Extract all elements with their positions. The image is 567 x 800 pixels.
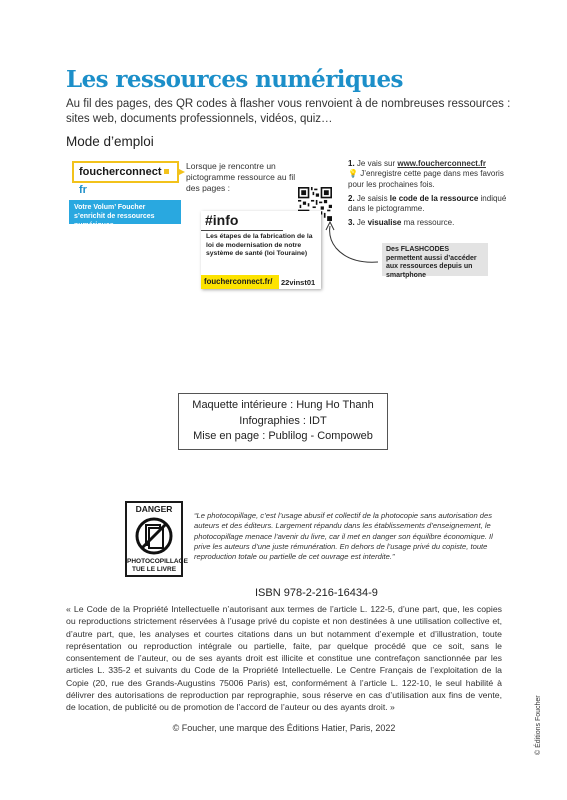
logo-main-text: foucherconnect	[79, 166, 162, 178]
lightbulb-icon: 💡	[348, 169, 358, 179]
legal-notice: « Le Code de la Propriété Intellectuelle n’autorisant aux termes de l’article L. 122-5, d’une part, que, les copies ou reproductions strictement réservées à l’usage privé du copiste et non destinées à une utilisation collective et, d’autre part, que, les analyses et courtes citations dans un but notamment d’exemple et d’illustration, toute représentation ou reproduction intégrale ou partielle, faite, par quelque procédé que ce soit, sans le consentement de l’auteur, ou de ses ayants droit est illicite et constitue une contrefaçon sanctionnée par les articles L. 335-2 et suivants du Code de la Propriété Intellectuelle. Le Centre Français de l’exploitation de la Copie (20, rue des Grands-Augustins 75006 Paris) est, conformément à l’article L. 122-10, le seul habilité à délivrer des autorisations de reproduction par reprographie, sous réserve en cas d’utilisation aux fins de vente, de location, de publicité ou de promotion de l’accord de l’auteur ou des ayants droit. »	[66, 604, 502, 713]
example-pictogram-card	[201, 211, 321, 289]
logo-tld: fr	[79, 184, 87, 196]
foucherconnect-link[interactable]: www.foucherconnect.fr	[397, 159, 486, 168]
instruction-steps	[348, 159, 508, 233]
step-2: 2. Je saisis le code de la ressource indiqué dans le pictogramme.	[348, 193, 507, 214]
danger-heading: DANGER	[135, 504, 173, 514]
intro-text: Au fil des pages, des QR codes à flasher vous renvoient à de nombreuses ressources : sites web, documents professionnels, vidéos, quiz…	[66, 98, 511, 125]
example-url-bar: foucherconnect.fr/	[201, 275, 279, 289]
isbn: ISBN 978-2-216-16434-9	[255, 587, 378, 599]
page-title: Les ressources numériques	[66, 66, 403, 93]
side-credit: © Éditions Foucher	[535, 695, 542, 755]
step-1: 1. Je vais sur www.foucherconnect.fr 💡 J’enregistre cette page dans mes favoris pour les prochaines fois.	[348, 159, 504, 189]
example-resource-code: 22vinst01	[281, 278, 316, 287]
danger-photocopy-icon	[135, 516, 173, 556]
logo-dot	[164, 169, 169, 174]
flashcodes-note: Des FLASHCODES permettent aussi d’accéder aux ressources depuis un smartphone	[382, 243, 488, 276]
info-tag: #info	[201, 211, 283, 231]
mode-heading: Mode d’emploi	[66, 134, 154, 149]
danger-photocopy-logo	[125, 501, 188, 577]
step-3: 3. Je visualise ma ressource.	[348, 218, 455, 228]
copyright: © Foucher, une marque des Éditions Hatier, Paris, 2022	[172, 723, 396, 733]
credits-box	[178, 393, 388, 450]
example-resource-title: Les étapes de la fabrication de la loi de modernisation de notre système de santé (loi Touraine)	[206, 233, 313, 257]
lorsque-text: Lorsque je rencontre un pictogramme ressource au fil des pages :	[186, 161, 296, 193]
volum-badge: Votre Volum’ Foucher s’enrichit de ressources numériques	[69, 200, 181, 224]
foucherconnect-logo	[72, 161, 179, 196]
photocopillage-quote: “Le photocopillage, c’est l’usage abusif et collectif de la photocopie sans autorisation des auteurs et des éditeurs. Largement répandu dans les établissements d’enseignement, le photocopillage menace l’avenir du livre, car il met en danger son équilibre économique. Il prive les auteurs d’une juste rémunération. En dehors de l’usage privé du copiste, toute reproduction totale ou partielle de cet ouvrage est interdite.”	[194, 511, 493, 562]
credit-line: Infographies : IDT	[239, 414, 327, 427]
credit-line: Maquette intérieure : Hung Ho Thanh	[192, 399, 374, 411]
danger-caption: PHOTOCOPILLAGE TUE LE LIVRE	[127, 558, 188, 573]
credit-line: Mise en page : Publilog - Compoweb	[193, 430, 373, 442]
